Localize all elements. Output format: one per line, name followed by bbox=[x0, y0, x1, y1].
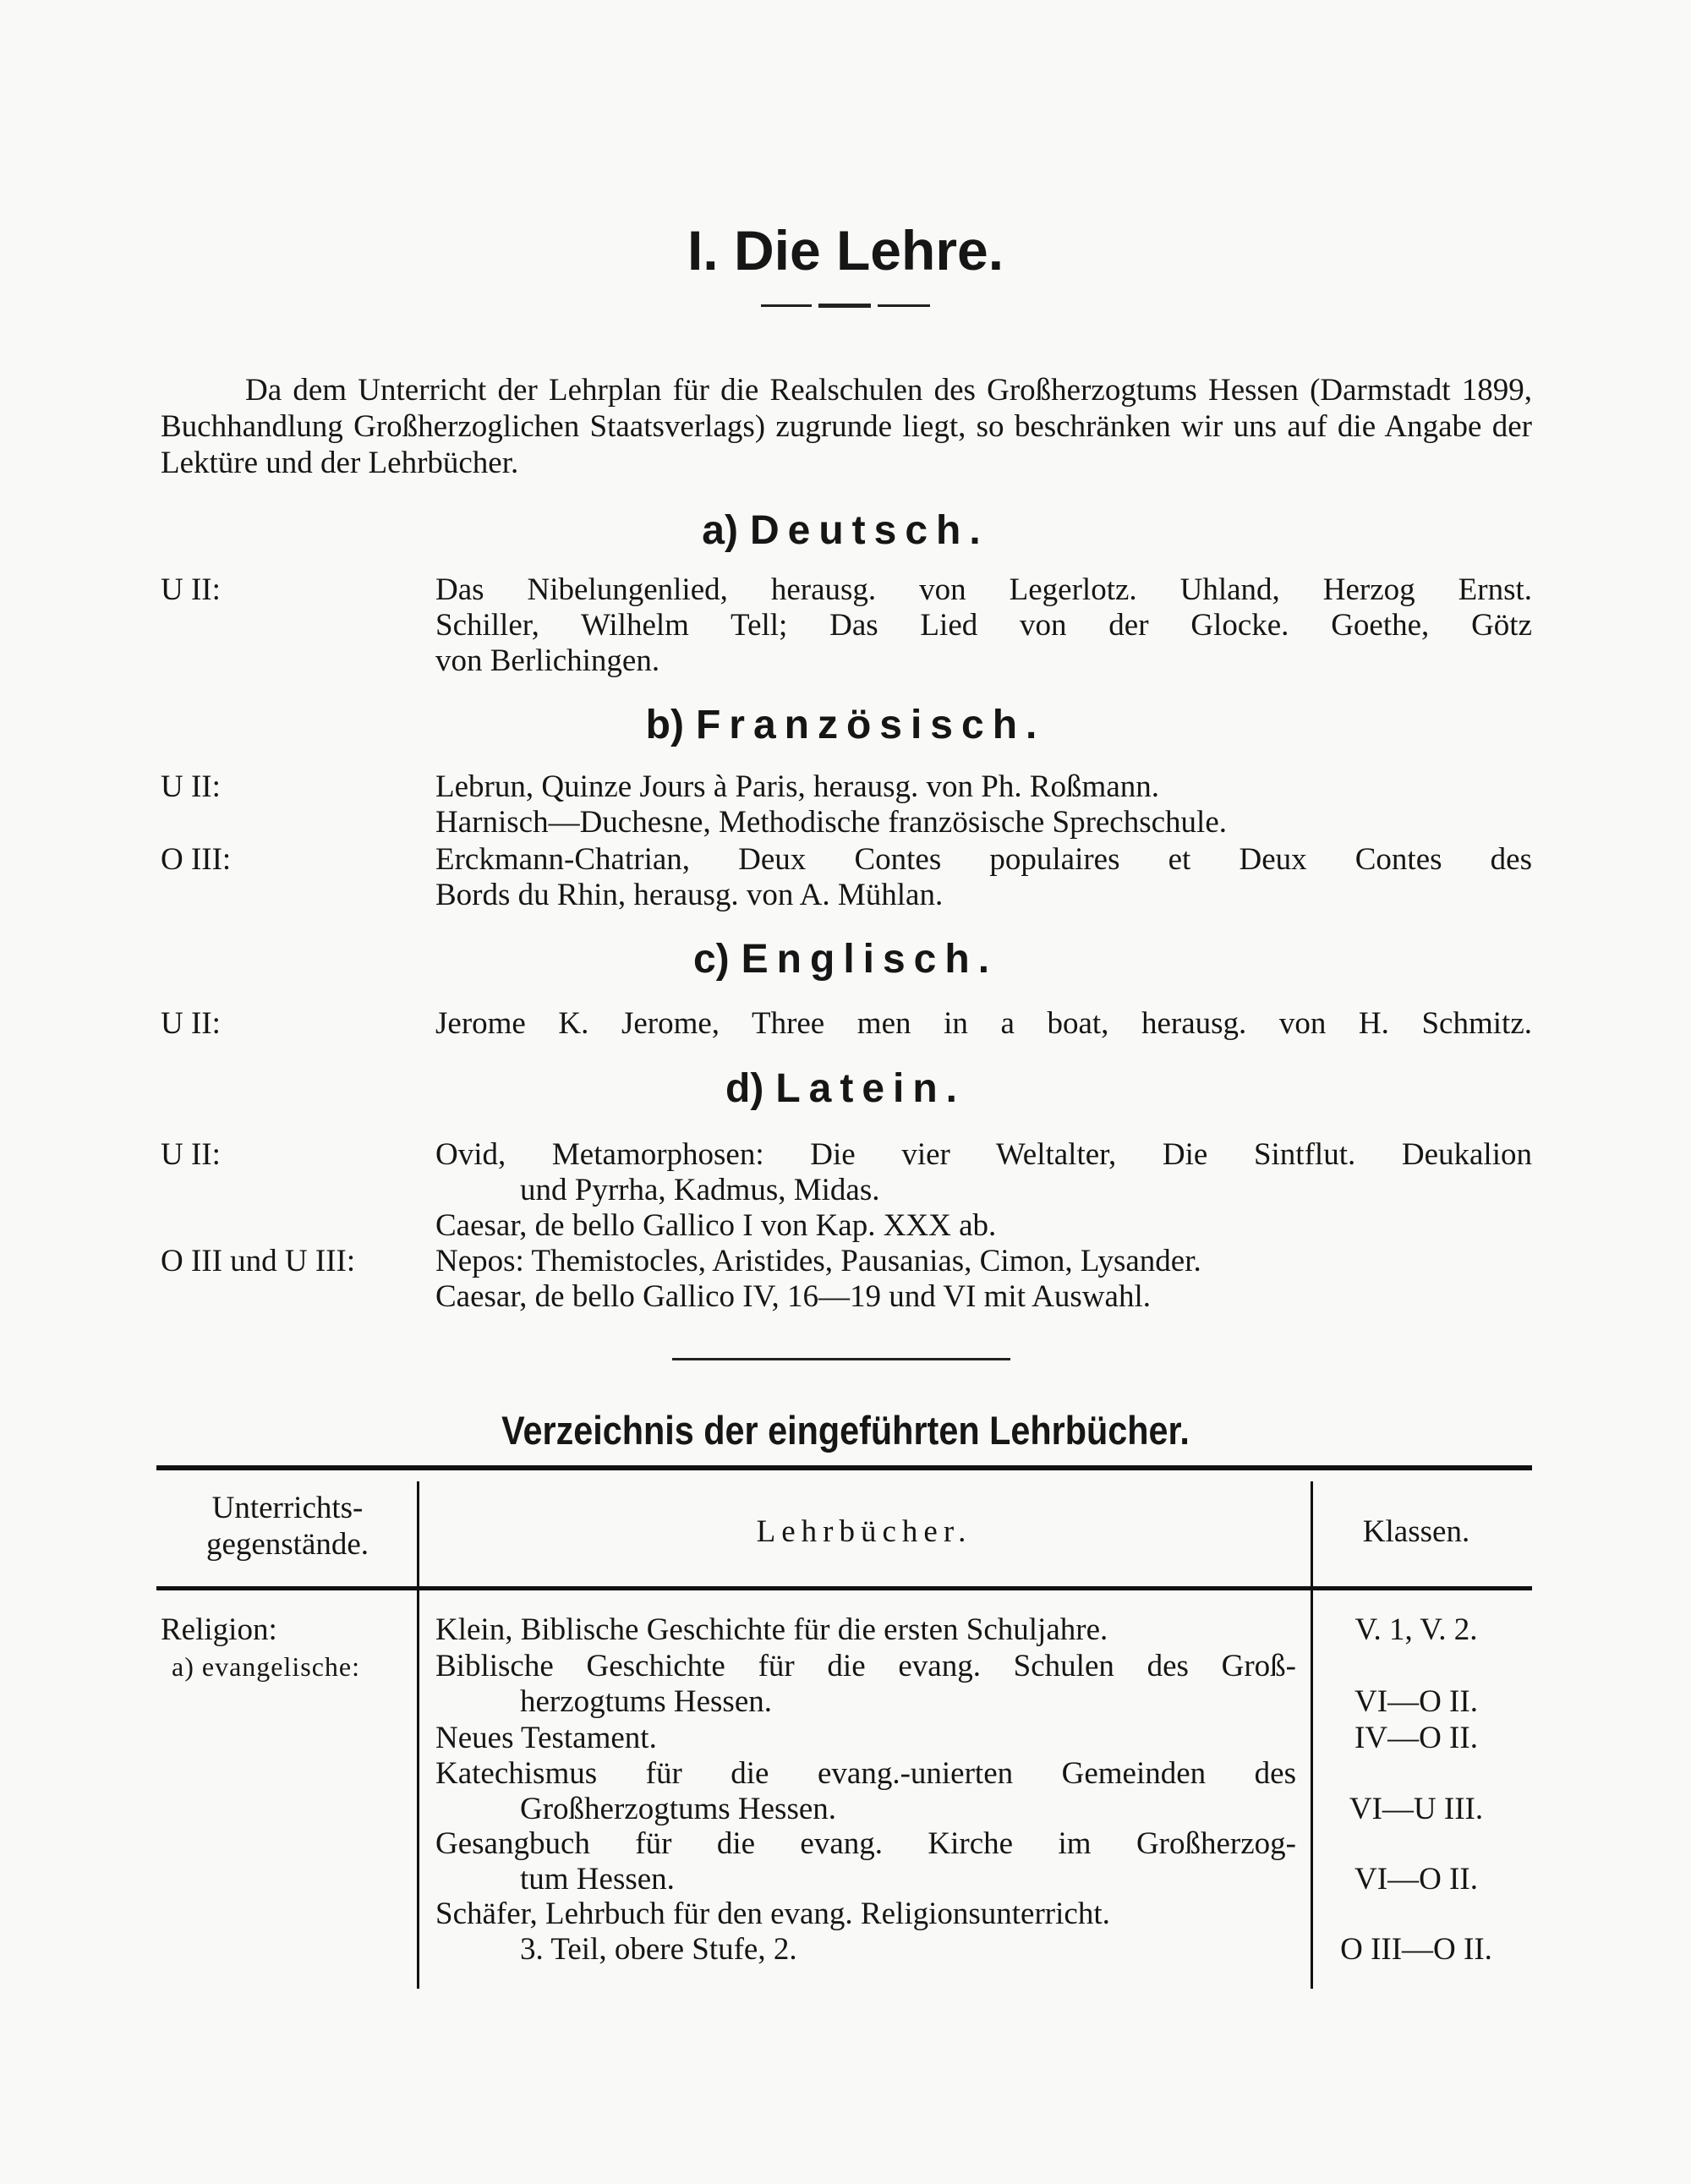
class-range: VI—O II. bbox=[1354, 1862, 1478, 1897]
entry-line: Schiller, Wilhelm Tell; Das Lied von der Glocke. Goethe, Götz bbox=[435, 608, 1532, 643]
entry-line: Das Nibelungenlied, herausg. von Legerlotz. Uhland, Herzog Ernst. bbox=[435, 572, 1532, 607]
entry-class: U II: bbox=[161, 769, 221, 804]
entry-class: U II: bbox=[161, 1006, 221, 1041]
title-rule-left bbox=[761, 304, 812, 307]
reading-entry bbox=[161, 1006, 1532, 1042]
textbook-line: Katechismus für die evang.-unierten Gemeinden des bbox=[435, 1756, 1296, 1791]
section-letter: d) bbox=[725, 1066, 764, 1111]
header-subject-line: Unterrichts- bbox=[211, 1491, 364, 1525]
reading-entry bbox=[161, 572, 1532, 679]
entry-line: Harnisch—Duchesne, Methodische französische Sprechschule. bbox=[435, 805, 1228, 840]
class-range: VI—O II. bbox=[1354, 1684, 1478, 1719]
textbook-line: Schäfer, Lehrbuch für den evang. Religionsunterricht. bbox=[435, 1897, 1110, 1931]
section-name: Französisch. bbox=[695, 703, 1046, 747]
section-letter: c) bbox=[692, 937, 730, 982]
entry-line: und Pyrrha, Kadmus, Midas. bbox=[520, 1173, 880, 1207]
class-range: V. 1, V. 2. bbox=[1354, 1612, 1478, 1647]
textbook-line: Neues Testament. bbox=[435, 1721, 657, 1755]
section-letter: a) bbox=[702, 508, 738, 553]
class-range: IV—O II. bbox=[1354, 1721, 1478, 1755]
reading-entry bbox=[161, 842, 1532, 913]
section-divider bbox=[672, 1358, 1010, 1360]
textbook-line: Biblische Geschichte für die evang. Schulen des Groß- bbox=[435, 1649, 1296, 1683]
textbook-line: Großherzogtums Hessen. bbox=[520, 1792, 837, 1826]
page-title: I. Die Lehre. bbox=[687, 219, 1004, 282]
entry-line: Jerome K. Jerome, Three men in a boat, herausg. von H. Schmitz. bbox=[435, 1006, 1532, 1041]
header-subject bbox=[161, 1490, 414, 1563]
textbook-line: Gesangbuch für die evang. Kirche im Großherzog- bbox=[435, 1826, 1296, 1861]
entry-class: U II: bbox=[161, 572, 221, 607]
entry-line: Caesar, de bello Gallico I von Kap. XXX ab. bbox=[435, 1208, 997, 1243]
section-letter: b) bbox=[645, 703, 684, 747]
entry-line: Erckmann-Chatrian, Deux Contes populaires et Deux Contes des bbox=[435, 842, 1532, 877]
section-heading-latein bbox=[0, 1065, 1691, 1112]
header-classes: Klassen. bbox=[1362, 1514, 1470, 1549]
textbook-line: tum Hessen. bbox=[520, 1862, 675, 1897]
textbook-list-title: Verzeichnis der eingeführten Lehrbücher. bbox=[501, 1408, 1190, 1453]
entry-class: O III und U III: bbox=[161, 1244, 356, 1278]
class-range: VI—U III. bbox=[1349, 1792, 1484, 1826]
textbook-line: 3. Teil, obere Stufe, 2. bbox=[520, 1932, 797, 1967]
section-heading-franzoesisch bbox=[0, 702, 1691, 748]
table-column-divider bbox=[1311, 1481, 1313, 1989]
class-range: O III—O II. bbox=[1340, 1932, 1492, 1967]
reading-entry bbox=[161, 769, 1532, 840]
entry-line: Ovid, Metamorphosen: Die vier Weltalter, Die Sintflut. Deukalion bbox=[435, 1137, 1532, 1172]
entry-line: Caesar, de bello Gallico IV, 16—19 und VI mit Auswahl. bbox=[435, 1279, 1151, 1314]
subject-label: Religion: bbox=[161, 1612, 277, 1647]
section-heading-deutsch bbox=[0, 507, 1691, 554]
textbook-line: Klein, Biblische Geschichte für die ersten Schuljahre. bbox=[435, 1612, 1108, 1647]
intro-text: Da dem Unterricht der Lehrplan für die Realschulen des Großherzogtums Hessen (Darmstadt 1899, Buchhandlung Großherzoglichen Staatsverlags) zugrunde liegt, so beschränken wir uns auf die Angabe der Lektüre und der Lehrbücher. bbox=[161, 373, 1532, 480]
intro-paragraph bbox=[161, 372, 1532, 481]
section-heading-englisch bbox=[0, 936, 1691, 983]
table-column-divider bbox=[417, 1481, 419, 1989]
entry-line: von Berlichingen. bbox=[435, 643, 660, 678]
entry-class: O III: bbox=[161, 842, 232, 877]
reading-entry bbox=[161, 1137, 1532, 1244]
reading-entry bbox=[161, 1244, 1532, 1315]
section-name: Latein. bbox=[775, 1066, 966, 1111]
textbook-line: herzogtums Hessen. bbox=[520, 1684, 772, 1719]
title-rule-center bbox=[818, 304, 871, 308]
entry-line: Nepos: Themistocles, Aristides, Pausanias, Cimon, Lysander. bbox=[435, 1244, 1201, 1278]
entry-line: Bords du Rhin, herausg. von A. Mühlan. bbox=[435, 878, 944, 912]
entry-line: Lebrun, Quinze Jours à Paris, herausg. von Ph. Roßmann. bbox=[435, 769, 1160, 804]
header-subject-line: gegenstände. bbox=[205, 1527, 369, 1562]
table-top-rule bbox=[156, 1465, 1532, 1470]
section-name: Englisch. bbox=[741, 937, 999, 982]
header-textbooks: Lehrbücher. bbox=[756, 1514, 972, 1549]
title-rule-right bbox=[878, 304, 930, 307]
entry-class: U II: bbox=[161, 1137, 221, 1172]
table-header-rule bbox=[156, 1586, 1532, 1590]
section-name: Deutsch. bbox=[749, 508, 989, 553]
subsubject-label: a) evangelische: bbox=[172, 1651, 360, 1682]
